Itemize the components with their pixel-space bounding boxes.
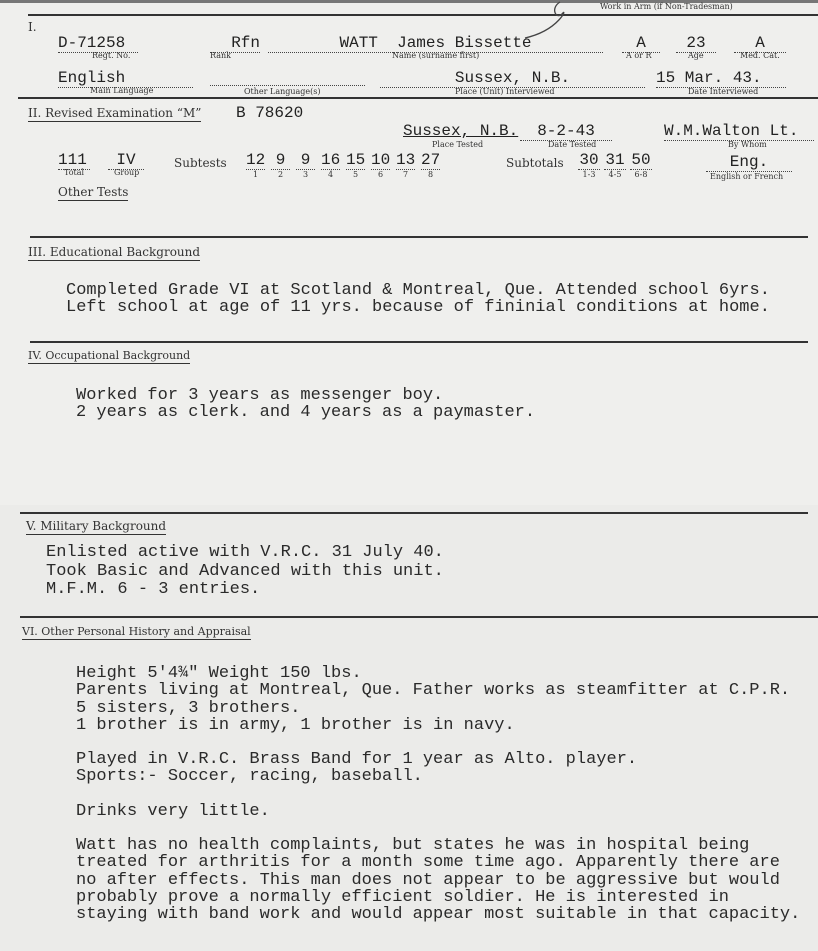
subtests-number: 2 xyxy=(277,170,284,179)
subtests-value: 9 xyxy=(271,151,290,170)
other-language-label: Other Language(s) xyxy=(244,87,321,96)
text-line: Enlisted active with V.R.C. 31 July 40. xyxy=(46,543,444,562)
subtotals-number: 6-8 xyxy=(634,170,648,179)
section2-title xyxy=(28,106,201,122)
section3-title: III. Educational Background xyxy=(28,245,201,259)
subtests-value: 27 xyxy=(421,151,441,169)
text-line: Worked for 3 years as messenger boy. xyxy=(76,386,444,405)
text-line: Sports:- Soccer, racing, baseball. xyxy=(76,767,423,787)
text-line: Took Basic and Advanced with this unit. xyxy=(46,561,444,581)
text-line: Drinks very little. xyxy=(76,801,270,821)
group: IV xyxy=(108,151,144,170)
work-in-arm-label: Work in Arm (if Non-Tradesman) xyxy=(600,2,733,11)
subtotals-item xyxy=(630,151,652,179)
section-numeral: I. xyxy=(28,20,37,34)
subtotals-list xyxy=(578,151,652,179)
subtests-number: 5 xyxy=(352,170,359,179)
subtests-value: 15 xyxy=(346,151,366,169)
text-line: 1 brother is in army, 1 brother is in navy. xyxy=(76,715,515,735)
place-tested: Sussex, N.B. xyxy=(403,122,519,140)
main-language: English xyxy=(58,69,193,88)
by-whom: W.M.Walton Lt. xyxy=(664,122,814,141)
regt-no-label: Regt. No. xyxy=(92,51,131,60)
subtotals-label: Subtotals xyxy=(506,156,564,170)
text-line: treated for arthritis for a month some time ago. Apparently there are xyxy=(76,853,780,873)
exam-form: B 78620 xyxy=(236,104,304,122)
text-line: staying with band work and would appear most suitable in that capacity. xyxy=(76,905,801,925)
subtotals-value: 31 xyxy=(605,151,625,169)
subtests-value: 16 xyxy=(321,151,341,169)
subtests-item xyxy=(296,151,315,179)
section5-title: V. Military Background xyxy=(26,519,167,533)
text-line: no after effects. This man does not appear to be aggressive but would xyxy=(76,870,780,890)
regt-no: D-71258 xyxy=(58,34,138,53)
place-interviewed: Sussex, N.B. xyxy=(380,69,645,88)
main-language-label: Main Language xyxy=(90,86,154,95)
subtests-item xyxy=(246,151,265,179)
subtotals-item xyxy=(604,151,626,179)
subtests-number: 8 xyxy=(427,170,434,179)
name: WATT James Bissette xyxy=(268,34,603,53)
text-line: 5 sisters, 3 brothers. xyxy=(76,698,301,718)
subtests-number: 3 xyxy=(302,170,309,179)
text-line: probably prove a normally efficient soldier. He is interested in xyxy=(76,887,729,907)
subtotals-value: 30 xyxy=(579,151,599,169)
section4-title: IV. Occupational Background xyxy=(28,349,191,362)
rank: Rfn xyxy=(210,34,260,53)
text-line: Played in V.R.C. Brass Band for 1 year as Alto. player. xyxy=(76,750,638,770)
text-line xyxy=(76,786,800,803)
text-line: Watt has no health complaints, but states he was in hospital being xyxy=(76,836,750,856)
section6-title: VI. Other Personal History and Appraisal xyxy=(22,625,251,638)
subtests-number: 1 xyxy=(252,170,259,179)
section2-title-text: II. Revised Examination “M” xyxy=(28,106,202,120)
subtests-value: 13 xyxy=(396,151,416,169)
subtests-label: Subtests xyxy=(174,156,227,170)
total-label: Total xyxy=(64,168,85,177)
test-language-label: English or French xyxy=(710,172,784,181)
subtests-item xyxy=(421,151,440,179)
subtests-number: 4 xyxy=(327,170,334,179)
section6-text xyxy=(76,665,800,924)
text-line: Parents living at Montreal, Que. Father works as steamfitter at C.P.R. xyxy=(76,681,791,701)
section3-text xyxy=(66,283,770,317)
place-tested-label: Place Tested xyxy=(432,140,484,149)
text-line: 2 years as clerk. and 4 years as a paymaster. xyxy=(76,403,536,422)
text-line xyxy=(76,820,800,837)
place-interviewed-label: Place (Unit) Interviewed xyxy=(455,87,555,96)
group-label: Group xyxy=(114,168,140,177)
med-cat: A xyxy=(734,34,786,53)
subtests-item xyxy=(271,151,290,179)
subtests-list xyxy=(246,151,440,179)
subtotals-value: 50 xyxy=(631,151,651,169)
text-line: Left school at age of 11 yrs. because of fininial conditions at home. xyxy=(66,298,770,317)
total-score: 111 xyxy=(58,151,90,170)
name-label: Name (surname first) xyxy=(392,51,480,60)
subtests-value: 10 xyxy=(371,151,391,169)
date-interviewed: 15 Mar. 43. xyxy=(656,69,786,88)
rank-label: Rank xyxy=(210,51,231,60)
subtests-value: 9 xyxy=(296,151,315,170)
text-line: Completed Grade VI at Scotland & Montreal, Que. Attended school 6yrs. xyxy=(66,281,770,300)
a-or-r: A xyxy=(622,34,660,53)
text-line: M.F.M. 6 - 3 entries. xyxy=(46,580,261,599)
section5-text xyxy=(46,544,444,600)
subtests-item xyxy=(371,151,390,179)
test-language: Eng. xyxy=(706,153,792,172)
subtests-item xyxy=(396,151,415,179)
text-line xyxy=(76,734,800,751)
age: 23 xyxy=(676,34,716,53)
by-whom-label: By Whom xyxy=(728,140,767,149)
subtests-number: 6 xyxy=(377,170,384,179)
section4-text xyxy=(76,388,535,422)
date-interviewed-label: Date Interviewed xyxy=(688,87,759,96)
text-line: Height 5'4¾" Weight 150 lbs. xyxy=(76,664,362,683)
subtests-item xyxy=(346,151,365,179)
subtests-value: 12 xyxy=(246,151,266,169)
other-language xyxy=(210,69,365,86)
date-tested-label: Date Tested xyxy=(548,140,597,149)
other-tests-label: Other Tests xyxy=(58,185,129,199)
subtests-number: 7 xyxy=(402,170,409,179)
subtotals-item xyxy=(578,151,600,179)
subtotals-number: 4-5 xyxy=(608,170,622,179)
subtests-item xyxy=(321,151,340,179)
med-cat-label: Med. Cat. xyxy=(740,51,780,60)
subtotals-number: 1-3 xyxy=(582,170,596,179)
date-tested: 8-2-43 xyxy=(520,122,612,141)
a-or-r-label: A or R xyxy=(626,51,652,60)
age-label: Age xyxy=(688,51,704,60)
